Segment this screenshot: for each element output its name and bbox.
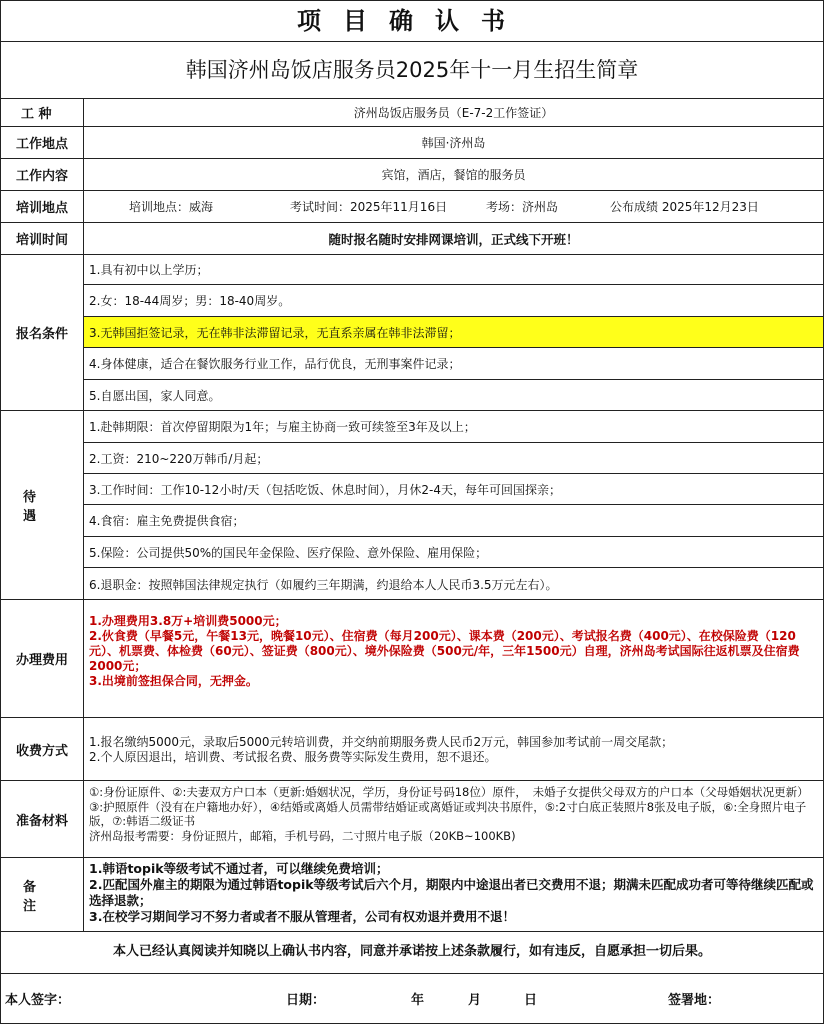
requirement-item-highlighted: 3.无韩国拒签记录，无在韩非法滞留记录，无直系亲属在韩非法滞留；: [84, 317, 823, 348]
fees-label: 办理费用: [1, 600, 84, 717]
training-site-label: 培训地点: [1, 191, 84, 222]
training-site-values: [84, 191, 823, 222]
benefit-item: 4.食宿：雇主免费提供食宿；: [84, 505, 823, 537]
payment-line: 1.报名缴纳5000元，录取后5000元转培训费，并交纳前期服务费人民币2万元，韩国参加考试前一周交尾款；: [89, 735, 674, 749]
month-label: 月: [468, 993, 482, 1008]
benefit-item: 2.工资：210~220万韩币/月起；: [84, 443, 823, 474]
requirement-item: 1.具有初中以上学历；: [84, 255, 823, 285]
row-signature: [1, 974, 823, 1023]
title-row: [1, 1, 823, 42]
page-title: 项目确认书: [297, 6, 527, 35]
row-declaration: [1, 932, 823, 974]
materials-line: 济州岛报考需要：身份证照片，邮箱，手机号码，二寸照片电子版（20KB~100KB): [89, 828, 516, 843]
declaration-text: 本人已经认真阅读并知晓以上确认书内容，同意并承诺按上述条款履行，如有违反，自愿承担一切后果。: [112, 944, 711, 959]
work-location-label: 工作地点: [1, 127, 84, 158]
row-work-location: [1, 127, 823, 159]
row-fees: [1, 600, 823, 718]
row-training-site: [1, 191, 823, 223]
benefits-list: [84, 411, 823, 599]
remark-line: 3.在校学习期间学习不努力者或者不服从管理者，公司有权劝退并费用不退！: [89, 909, 515, 924]
remarks-label: 备 注: [1, 858, 84, 931]
benefit-item: 1.赴韩期限：首次停留期限为1年；与雇主协商一致可续签至3年及以上；: [84, 411, 823, 443]
benefit-item: 3.工作时间：工作10-12小时/天（包括吃饭、休息时间），月休2-4天，每年可回国探亲；: [84, 474, 823, 505]
date-label: 日期：: [286, 993, 326, 1008]
signature-label: 本人签字：: [5, 993, 71, 1008]
row-remarks: [1, 858, 823, 932]
job-type-label-text: 工 种: [21, 107, 52, 122]
sign-location-label: 签署地：: [668, 993, 721, 1008]
fee-line: 3.出境前签担保合同，无押金。: [89, 674, 258, 688]
page-subtitle: 韩国济州岛饭店服务员2025年十一月生招生简章: [185, 58, 639, 82]
work-content-label: 工作内容: [1, 159, 84, 190]
requirement-item: 4.身体健康，适合在餐饮服务行业工作，品行优良，无刑事案件记录；: [84, 348, 823, 380]
remark-line: 2.匹配国外雇主的期限为通过韩语topik等级考试后六个月，期限内中途退出者已交费用不退；期满未匹配成功者可等待继续匹配或选择退款；: [89, 877, 814, 908]
benefits-label: 待 遇: [1, 411, 84, 599]
year-label: 年: [411, 993, 425, 1008]
job-type-value: 济州岛饭店服务员（E-7-2工作签证）: [353, 106, 554, 120]
payment-label: 收费方式: [1, 718, 84, 780]
payment-content: [89, 735, 817, 765]
benefit-item: 6.退职金：按照韩国法律规定执行（如履约三年期满，约退给本人人民币3.5万元左右）。: [89, 577, 558, 592]
row-benefits: [1, 411, 823, 600]
row-work-content: [1, 159, 823, 191]
benefit-item: 5.保险：公司提供50%的国民年金保险、医疗保险、意外保险、雇用保险；: [84, 537, 823, 568]
materials-label: 准备材料: [1, 781, 84, 857]
payment-line: 2.个人原因退出，培训费、考试报名费、服务费等实际发生费用，恕不退还。: [89, 750, 497, 764]
training-time-value: 随时报名随时安排网课培训，正式线下开班！: [328, 231, 579, 247]
exam-venue: 考场：济州岛: [486, 200, 559, 214]
requirements-label: 报名条件: [1, 255, 84, 410]
row-job-type: [1, 99, 823, 127]
exam-time: 考试时间：2025年11月16日: [290, 200, 448, 214]
row-requirements: [1, 255, 823, 411]
job-type-label: [1, 99, 84, 126]
work-location-value: 韩国·济州岛: [421, 136, 486, 150]
requirement-item: 2.女：18-44周岁；男：18-40周岁。: [84, 285, 823, 317]
remark-line: 1.韩语topik等级考试不通过者，可以继续免费培训；: [89, 861, 389, 876]
training-place: 培训地点：威海: [129, 200, 214, 214]
row-materials: [1, 781, 823, 858]
row-training-time: [1, 223, 823, 255]
day-label: 日: [524, 993, 538, 1008]
requirements-list: [84, 255, 823, 410]
fee-line: 2.伙食费（早餐5元，午餐13元，晚餐10元）、住宿费（每月200元）、课本费（200元）、考试报名费（400元）、在校保险费（120元）、机票费、体检费（60元）、签证费（800元）、境外保险费（500元/年，三年1500元）自理，济州岛考试国际往返机票及住宿费2000元；: [89, 629, 800, 673]
fees-content: [89, 614, 817, 689]
materials-content: [89, 785, 817, 843]
work-content-value: 宾馆，酒店，餐馆的服务员: [381, 168, 526, 182]
result-date: 公布成绩 2025年12月23日: [610, 200, 759, 214]
requirement-item: 5.自愿出国，家人同意。: [89, 389, 221, 403]
training-time-label: 培训时间: [1, 223, 84, 254]
row-payment: [1, 718, 823, 781]
materials-line: ①:身份证原件、②:夫妻双方户口本（更新:婚姻状况，学历，身份证号码18位）原件， 未婚子女提供父母双方的户口本（父母婚姻状况更新）③:护照原件（没有在户籍地办好），④结婚或离婚人员需带结婚证或离婚证或判决书原件，⑤:2寸白底正装照片8张及电子版，⑥:全身照片电子版，⑦:韩语二级证书: [89, 785, 809, 828]
fee-line: 1.办理费用3.8万+培训费5000元；: [89, 614, 287, 628]
subtitle-row: [1, 42, 823, 99]
remarks-content: [89, 861, 817, 925]
